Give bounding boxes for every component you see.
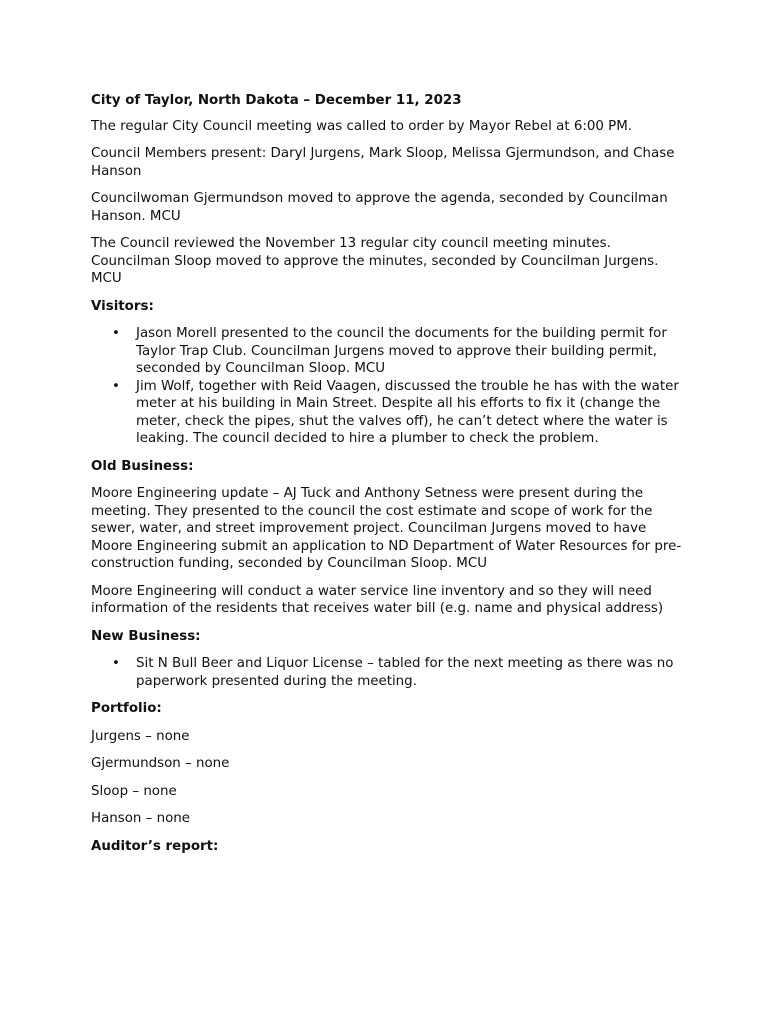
portfolio-heading: Portfolio: <box>91 701 162 716</box>
bullet-icon: • <box>112 378 120 394</box>
list-item-text: Sit N Bull Beer and Liquor License – tabled for the next meeting as there was no paperwork presented during the meeting. <box>136 656 674 689</box>
auditors-report-heading: Auditor’s report: <box>91 838 219 854</box>
bullet-icon: • <box>112 326 120 341</box>
moore-engineering-update-paragraph: Moore Engineering update – AJ Tuck and Anthony Setness were present during the meeting. They presented to the council the cost estimate and scope of work for the sewer, water, and street improvement project. Councilman Jurgens moved to have Moore Engineering submit an application to ND Department of Water Resources for pre-construction funding, seconded by Councilman Sloop. MCU <box>91 486 682 571</box>
portfolio-item-gjermundson: Gjermundson – none <box>91 756 230 771</box>
members-present-paragraph: Council Members present: Daryl Jurgens, Mark Sloop, Melissa Gjermundson, and Chase Hanson <box>91 146 675 179</box>
call-to-order-paragraph: The regular City Council meeting was called to order by Mayor Rebel at 6:00 PM. <box>91 118 633 134</box>
list-item-text: Jim Wolf, together with Reid Vaagen, discussed the trouble he has with the water meter at his building in Main Street. Despite all his efforts to fix it (change the meter, check the pipes, shut the valves off), he can’t detect where the water is leaking. The council decided to hire a plumber to check the problem. <box>136 378 679 446</box>
agenda-approval-paragraph: Councilwoman Gjermundson moved to approve the agenda, seconded by Councilman Hanson. MCU <box>91 191 668 224</box>
document-page <box>91 92 691 865</box>
water-service-inventory-paragraph: Moore Engineering will conduct a water service line inventory and so they will need information of the residents that receives water bill (e.g. name and physical address) <box>91 583 664 616</box>
minutes-approval-paragraph: The Council reviewed the November 13 regular city council meeting minutes. Councilman Sloop moved to approve the minutes, seconded by Councilman Jurgens. MCU <box>91 236 659 286</box>
list-item <box>91 378 691 448</box>
new-business-heading: New Business: <box>91 628 201 644</box>
document-title: City of Taylor, North Dakota – December 11, 2023 <box>91 93 462 108</box>
portfolio-item-hanson: Hanson – none <box>91 811 191 826</box>
portfolio-item-sloop: Sloop – none <box>91 783 177 799</box>
visitors-list <box>91 325 691 448</box>
bullet-icon: • <box>112 656 120 671</box>
list-item <box>91 655 691 690</box>
old-business-heading: Old Business: <box>91 458 194 474</box>
new-business-list <box>91 655 691 690</box>
list-item <box>91 325 691 378</box>
portfolio-item-jurgens: Jurgens – none <box>91 728 190 744</box>
visitors-heading: Visitors: <box>91 298 154 314</box>
list-item-text: Jason Morell presented to the council the documents for the building permit for Taylor Trap Club. Councilman Jurgens moved to approve their building permit, seconded by Councilman Sloop. MCU <box>136 326 667 376</box>
